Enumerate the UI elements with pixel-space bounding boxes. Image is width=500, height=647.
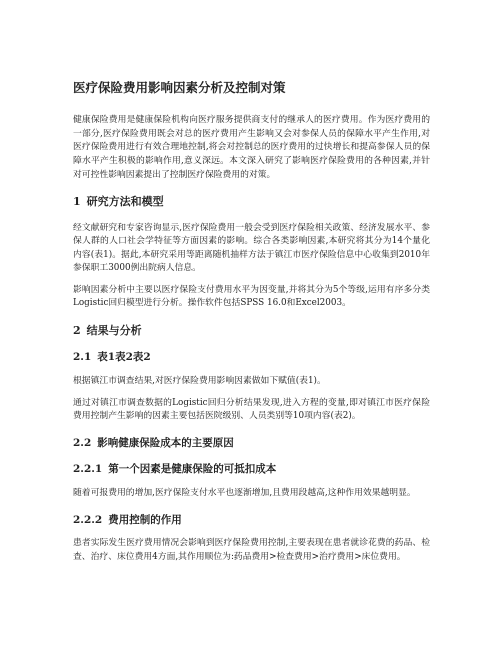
section-title: 影响健康保险成本的主要原因 <box>97 436 234 449</box>
section-2-2-1-paragraph-1: 随着可报费用的增加,医疗保险支付水平也逐渐增加,且费用段越高,这种作用效果越明显。 <box>73 488 416 499</box>
section-title: 费用控制的作用 <box>108 513 182 526</box>
section-2-1-paragraph-1: 根据镇江市调查结果,对医疗保险费用影响因素做如下赋值(表1)。 <box>73 376 326 387</box>
section-number: 2.2 <box>73 436 92 449</box>
section-2-1-paragraph-2: 通过对镇江市调查数据的Logistic回归分析结果发现,进入方程的变量,即对镇江市医疗保险费用控制产生影响的因素主要包括医院级别、人员类别等10项内容(表2)。 <box>73 397 430 422</box>
section-2-2-2-heading <box>73 514 430 528</box>
section-number: 1 <box>73 195 81 209</box>
section-1-paragraph-2: 影响因素分析中主要以医疗保险支付费用水平为因变量,并将其分为5个等级,运用有序多分类Logistic回归模型进行分析。操作软件包括SPSS 16.0和Excel2003。 <box>73 284 430 309</box>
section-title: 结果与分析 <box>86 324 142 338</box>
section-2-2-1-heading <box>73 463 430 477</box>
section-2-1-heading <box>73 351 430 365</box>
section-number: 2.2.1 <box>73 463 103 476</box>
section-2-2-heading <box>73 437 430 451</box>
section-1-heading <box>73 195 430 209</box>
section-number: 2 <box>73 324 81 338</box>
document-title: 医疗保险费用影响因素分析及控制对策 <box>73 80 286 95</box>
section-title: 表1表2表2 <box>97 351 151 364</box>
section-2-2-2-paragraph-1: 患者实际发生医疗费用情况会影响到医疗保险费用控制,主要表现在患者就诊花费的药品、检查、治疗、床位费用4方面,其作用顺位为:药品费用>检查费用>治疗费用>床位费用。 <box>73 538 430 562</box>
intro-paragraph: 健康保险费用是健康保险机构向医疗服务提供商支付的继承人的医疗费用。作为医疗费用的一部分,医疗保险费用既会对总的医疗费用产生影响又会对参保人员的保障水平产生作用,对医疗保险费用进行有效合理地控制,将会对控制总的医疗费用的过快增长和提高参保人员的保障水平产生积极的影响作用,意义深远。本文深入研究了影响医疗保险费用的各种因素,并针对可控性影响因素提出了控制医疗保险费用的对策。 <box>73 115 430 180</box>
section-title: 第一个因素是健康保险的可抵扣成本 <box>108 463 277 476</box>
section-number: 2.1 <box>73 351 92 364</box>
section-number: 2.2.2 <box>73 513 103 526</box>
section-title: 研究方法和模型 <box>86 195 164 209</box>
section-1-paragraph-1: 经文献研究和专家咨询显示,医疗保险费用一般会受到医疗保险相关政策、经济发展水平、参保人群的人口社会学特征等方面因素的影响。综合各类影响因素,本研究将其分为14个量化内容(表1)。据此,本研究采用等距离随机抽样方法于镇江市医疗保险信息中心收集到2010年参保职工3000例出院病人信息。 <box>73 222 430 274</box>
section-2-heading <box>73 324 430 338</box>
